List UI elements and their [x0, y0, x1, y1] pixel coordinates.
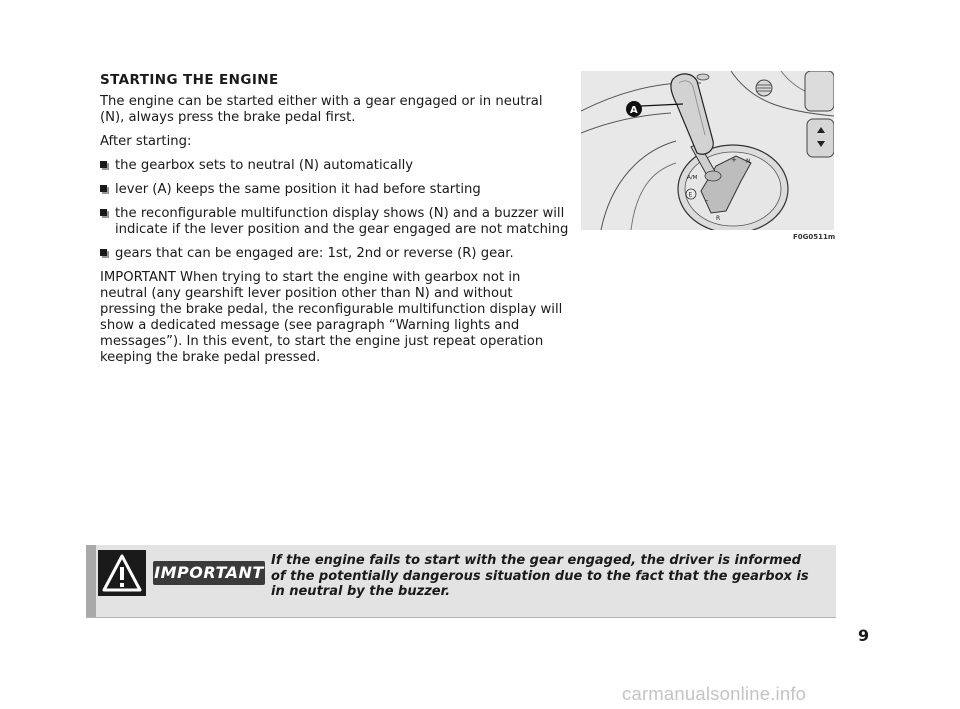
- bullet-square-icon: [100, 161, 107, 168]
- gate-label-minus: –: [705, 196, 709, 204]
- important-paragraph: IMPORTANT When trying to start the engine with gearbox not in neutral (any gearshift lever position other than N) and without pressing the brake pedal, the reconfigurable multifunction display will show a dedicated message (see paragraph “Warning lights and messages”). In this event, to start the engine just repeat operation keeping the brake pedal pressed.: [100, 270, 563, 365]
- gearshift-illustration: [581, 71, 834, 230]
- warning-text: If the engine fails to start with the gear engaged, the driver is informed of the potentially dangerous situation due to the fact that the gearbox is in neutral by the buzzer.: [271, 553, 809, 599]
- section-heading: STARTING THE ENGINE: [100, 72, 279, 88]
- bullet-item: [100, 182, 570, 198]
- gate-label-plus: +: [731, 156, 737, 164]
- bullet-square-icon: [100, 185, 107, 192]
- figure-code: F0G0511m: [793, 233, 836, 241]
- bullet-square-icon: [100, 249, 107, 256]
- gate-label-e: E: [688, 191, 693, 199]
- bullet-text: lever (A) keeps the same position it had before starting: [115, 182, 481, 197]
- gate-label-n: N: [746, 158, 751, 165]
- bullet-item: [100, 246, 570, 262]
- watermark: carmanualsonline.info: [622, 683, 807, 704]
- after-starting-label: After starting:: [100, 134, 192, 149]
- bullet-square-icon: [100, 209, 107, 216]
- gearshift-drawing: [581, 71, 834, 230]
- bullet-item: [100, 206, 570, 238]
- main-content: [100, 70, 570, 374]
- page-number: 9: [858, 626, 870, 645]
- gate-label-am: A/M: [687, 175, 698, 181]
- bullet-item: [100, 158, 570, 174]
- important-badge: IMPORTANT: [153, 561, 265, 585]
- gate-label-r: R: [716, 215, 721, 222]
- warning-triangle-icon: [98, 550, 146, 596]
- bullet-text: gears that can be engaged are: 1st, 2nd or reverse (R) gear.: [115, 246, 514, 261]
- bullet-text: the reconfigurable multifunction display shows (N) and a buzzer will indicate if the lever position and the gear engaged are not matching: [115, 206, 569, 237]
- bullet-text: the gearbox sets to neutral (N) automatically: [115, 158, 414, 173]
- callout-a-label: A: [630, 105, 638, 116]
- intro-paragraph: The engine can be started either with a gear engaged or in neutral (N), always press the brake pedal first.: [100, 94, 543, 125]
